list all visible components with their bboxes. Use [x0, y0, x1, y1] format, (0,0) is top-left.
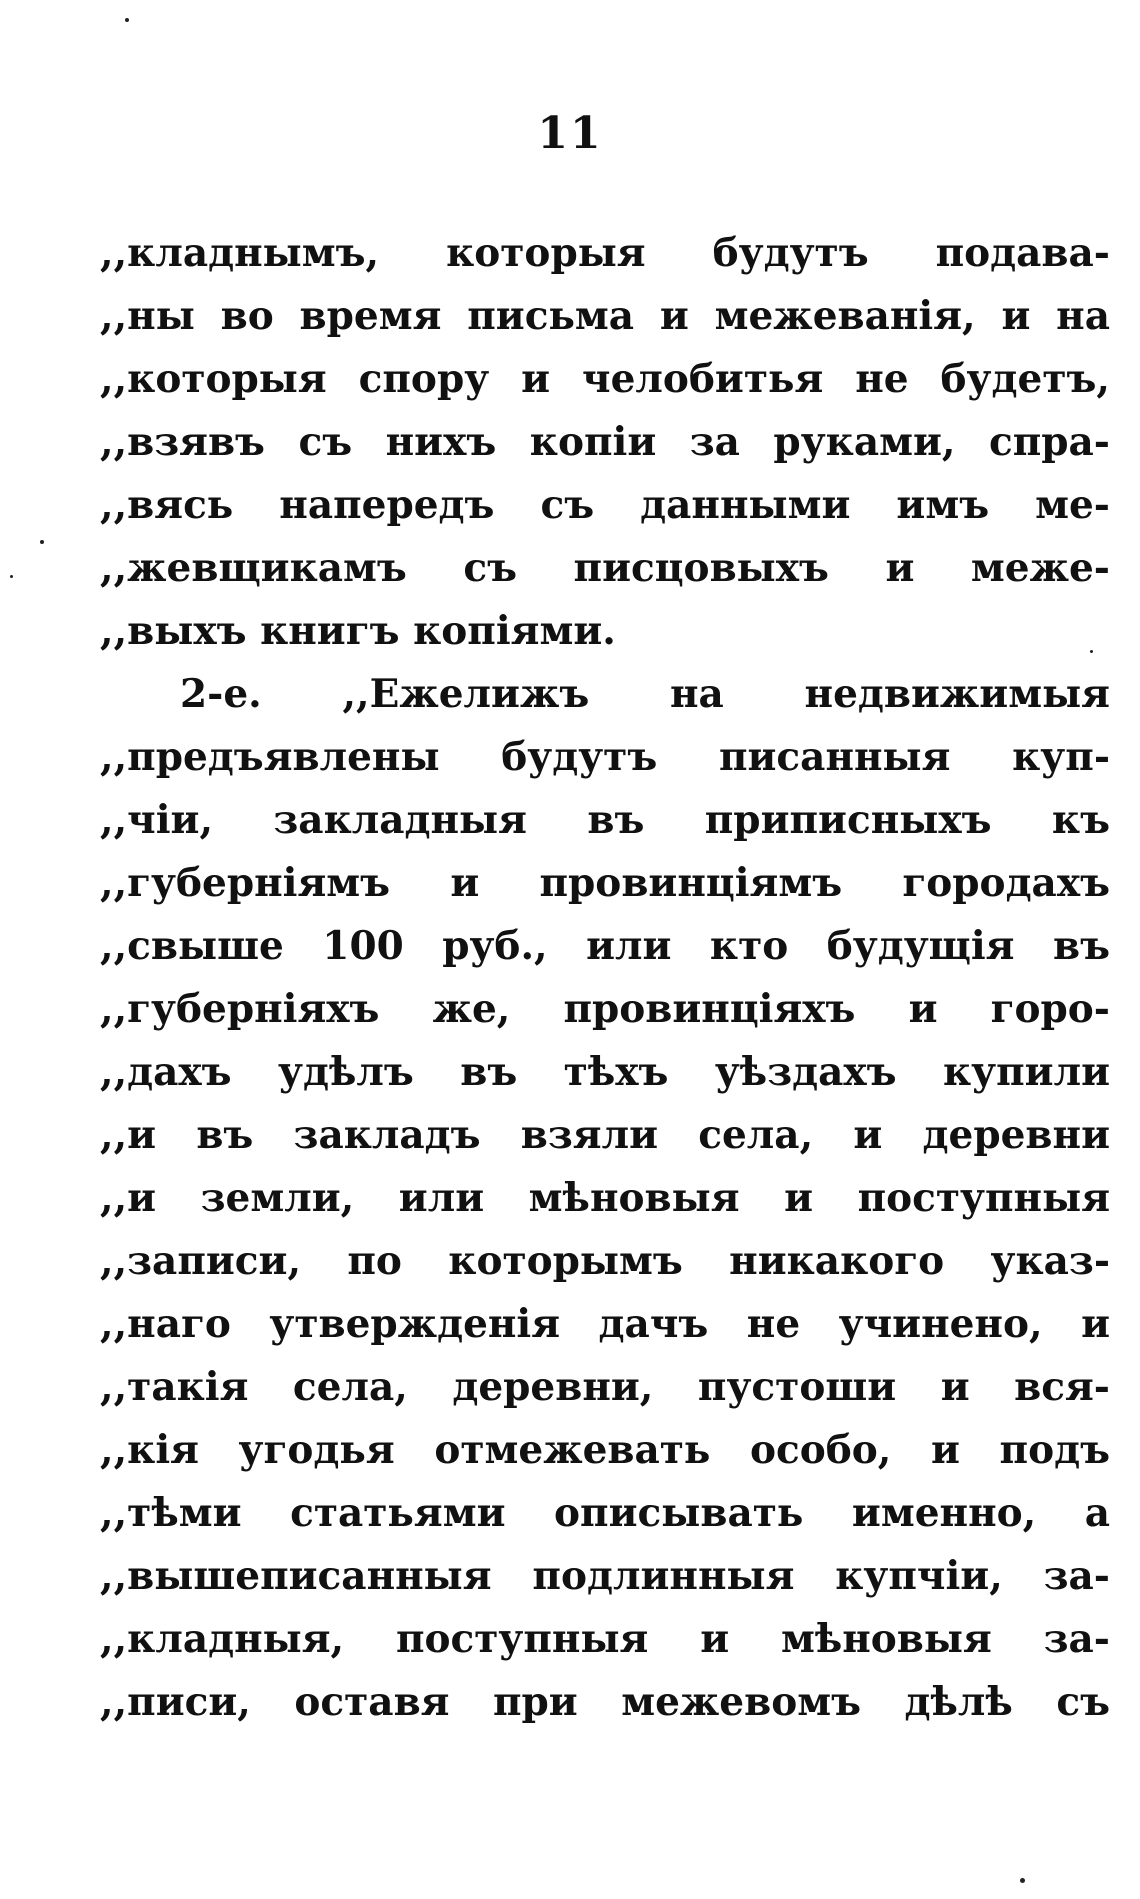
- text-line: ,,кладныя, поступныя и мѣновыя за-: [100, 1616, 1110, 1662]
- text-line: ,,которыя спору и челобитья не будетъ,: [100, 356, 1110, 402]
- scan-speck: [125, 18, 129, 22]
- text-line: ,,свыше 100 руб., или кто будущія въ: [100, 923, 1110, 969]
- page-number: 11: [537, 108, 603, 159]
- scan-speck: [1090, 650, 1093, 653]
- text-line: ,,выхъ книгъ копіями.: [100, 608, 616, 654]
- scan-speck: [10, 575, 13, 578]
- text-line: ,,наго утвержденія дачъ не учинено, и: [100, 1301, 1110, 1347]
- text-line: ,,кія угодья отмежевать особо, и подъ: [100, 1427, 1110, 1473]
- paragraph-start-line: 2-е. ,,Ежелижъ на недвижимыя: [180, 671, 1110, 717]
- text-line: ,,такія села, деревни, пустоши и вся-: [100, 1364, 1110, 1410]
- scan-speck: [40, 540, 44, 544]
- text-line: ,,взявъ съ нихъ копіи за руками, спра-: [100, 419, 1110, 465]
- text-line: ,,ны во время письма и межеванія, и на: [100, 293, 1110, 339]
- text-line: ,,тѣми статьями описывать именно, а: [100, 1490, 1110, 1536]
- text-line: ,,жевщикамъ съ писцовыхъ и меже-: [100, 545, 1110, 591]
- text-line: ,,вышеписанныя подлинныя купчіи, за-: [100, 1553, 1110, 1599]
- text-line: ,,и въ закладъ взяли села, и деревни: [100, 1112, 1110, 1158]
- text-line: ,,дахъ удѣлъ въ тѣхъ уѣздахъ купили: [100, 1049, 1110, 1095]
- text-line: ,,губерніяхъ же, провинціяхъ и горо-: [100, 986, 1110, 1032]
- text-line: ,,записи, по которымъ никакого указ-: [100, 1238, 1110, 1284]
- text-line: ,,писи, оставя при межевомъ дѣлѣ съ: [100, 1679, 1110, 1725]
- text-line: ,,и земли, или мѣновыя и поступныя: [100, 1175, 1110, 1221]
- scan-speck: [1020, 1878, 1025, 1883]
- text-line: ,,вясь напередъ съ данными имъ ме-: [100, 482, 1110, 528]
- text-line: ,,кладнымъ, которыя будутъ подава-: [100, 230, 1110, 276]
- text-line: ,,губерніямъ и провинціямъ городахъ: [100, 860, 1110, 906]
- text-line: ,,чіи, закладныя въ приписныхъ къ: [100, 797, 1110, 843]
- text-line: ,,предъявлены будутъ писанныя куп-: [100, 734, 1110, 780]
- body-text: [100, 222, 1110, 1734]
